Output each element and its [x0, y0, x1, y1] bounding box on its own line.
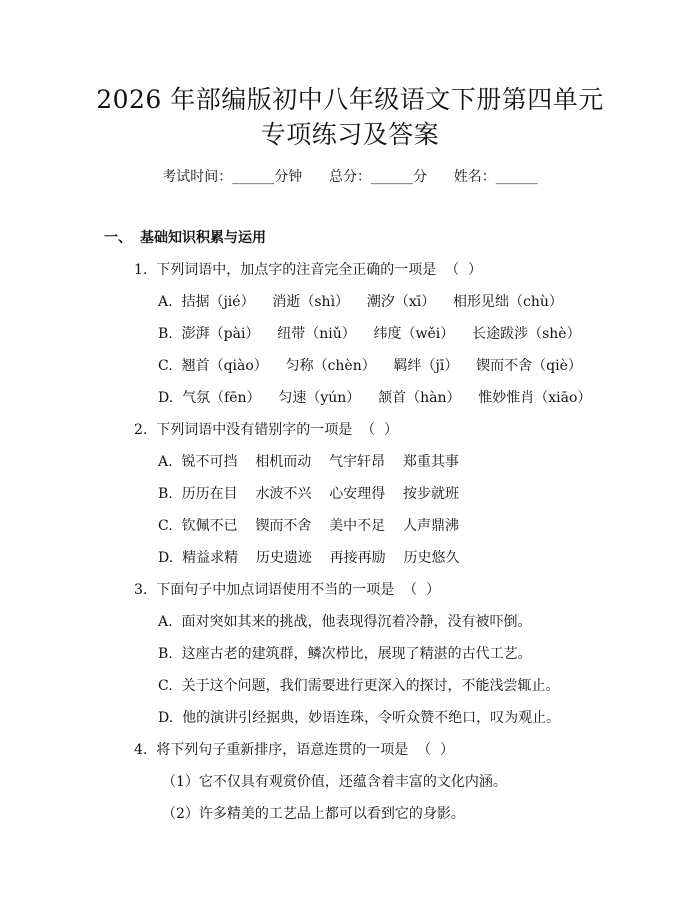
- question-3-option-d: D. 他的演讲引经据典，妙语连珠，令听众赞不绝口，叹为观止。: [158, 710, 561, 726]
- question-1-option-b: B. 澎湃（pài） 纽带（niǔ） 纬度（wěi） 长途跋涉（shè）: [158, 326, 581, 342]
- question-3-option-a: A. 面对突如其来的挑战，他表现得沉着冷静，没有被吓倒。: [158, 614, 532, 630]
- section-title: 基础知识积累与运用: [140, 230, 266, 246]
- question-1-option-c: C. 翘首（qiào） 匀称（chèn） 羁绊（jī） 锲而不舍（qiè）: [158, 358, 582, 374]
- question-1-option-a: A. 拮据（jié） 消逝（shì） 潮汐（xī） 相形见绌（chù）: [158, 294, 563, 310]
- question-1-stem: 1. 下列词语中，加点字的注音完全正确的一项是 （ ）: [134, 262, 483, 278]
- question-3-option-b: B. 这座古老的建筑群，鳞次栉比，展现了精湛的古代工艺。: [158, 646, 532, 662]
- question-4-stem: 4. 将下列句子重新排序，语意连贯的一项是 （ ）: [134, 742, 455, 758]
- question-4-sentence-1: （1）它不仅具有观赏价值，还蕴含着丰富的文化内涵。: [162, 774, 507, 790]
- section-number: 一、: [104, 230, 132, 246]
- question-2-option-c: C. 钦佩不已 锲而不舍 美中不足 人声鼎沸: [158, 518, 459, 534]
- question-1-option-d: D. 气氛（fēn） 匀速（yún） 颔首（hàn） 惟妙惟肖（xiāo）: [158, 390, 592, 406]
- page-title-line-1: 2026 年部编版初中八年级语文下册第四单元: [96, 85, 604, 114]
- section-heading: [104, 227, 266, 249]
- question-2-option-d: D. 精益求精 历史遗迹 再接再励 历史悠久: [158, 550, 460, 566]
- question-4-sentence-2: （2）许多精美的工艺品上都可以看到它的身影。: [162, 806, 465, 822]
- question-3-stem: 3. 下面句子中加点词语使用不当的一项是 （ ）: [134, 582, 441, 598]
- question-2-stem: 2. 下列词语中没有错别字的一项是 （ ）: [134, 422, 399, 438]
- question-3-option-c: C. 关于这个问题，我们需要进行更深入的探讨，不能浅尝辄止。: [158, 678, 560, 694]
- exam-info-line: 考试时间：______分钟 总分：______分 姓名：______: [162, 169, 538, 185]
- page-title-line-2: 专项练习及答案: [260, 120, 440, 149]
- question-2-option-b: B. 历历在目 水波不兴 心安理得 按步就班: [158, 486, 460, 502]
- question-2-option-a: A. 锐不可挡 相机而动 气宇轩昂 郑重其事: [158, 454, 459, 470]
